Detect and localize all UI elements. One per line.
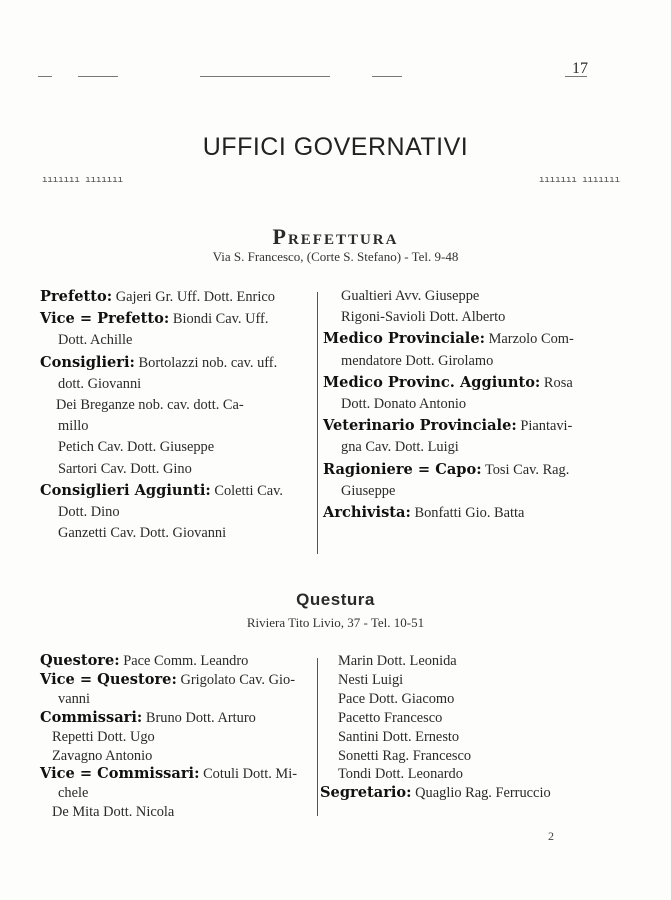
- entry-line: Petich Cav. Dott. Giuseppe: [58, 439, 215, 456]
- section-title-prefettura: Prefettura: [272, 224, 399, 249]
- prefettura-left-column: [40, 286, 310, 544]
- prefettura-right-column: [323, 286, 623, 524]
- section-title-questura: Questura: [296, 590, 375, 609]
- entry-line: Tondi Dott. Leonardo: [338, 766, 463, 783]
- entry-line: Pacetto Francesco: [338, 709, 443, 726]
- entry-line: Pace Dott. Giacomo: [338, 690, 455, 707]
- questura-left-column: [40, 652, 320, 822]
- entry-line: Vice = Commissari: Cotuli Dott. Mi-: [40, 765, 298, 783]
- entry-line: De Mita Dott. Nicola: [52, 804, 175, 821]
- entry-line: Giuseppe: [341, 482, 396, 499]
- entry-line: Gualtieri Avv. Giuseppe: [341, 288, 480, 304]
- entry-line: Vice = Questore: Grigolato Cav. Gio-: [40, 670, 296, 688]
- entry-line: vanni: [58, 690, 90, 707]
- header-rule-fragment: [372, 76, 402, 77]
- entry-line: Consiglieri: Bortolazzi nob. cav. uff.: [40, 353, 278, 371]
- column-divider: [317, 292, 318, 554]
- entry-line: Zavagno Antonio: [52, 747, 153, 764]
- entry-line: Commissari: Bruno Dott. Arturo: [40, 708, 256, 726]
- entry-line: Sonetti Rag. Francesco: [338, 747, 472, 764]
- entry-line: Vice = Prefetto: Biondi Cav. Uff.: [40, 310, 269, 328]
- entry-line: Segretario: Quaglio Rag. Ferruccio: [320, 784, 551, 802]
- entry-line: Veterinario Provinciale: Piantavi-: [323, 417, 573, 435]
- entry-line: millo: [58, 418, 89, 435]
- entry-line: Repetti Dott. Ugo: [52, 728, 155, 745]
- entry-line: Medico Provinciale: Marzolo Com-: [323, 330, 574, 348]
- entry-line: Dott. Dino: [58, 504, 120, 521]
- ornament-right: ııııııı ııııııı: [539, 175, 621, 185]
- column-divider: [317, 658, 318, 816]
- entry-line: Questore: Pace Comm. Leandro: [40, 652, 249, 669]
- entry-line: Marin Dott. Leonida: [338, 653, 457, 669]
- entry-line: chele: [58, 785, 89, 802]
- questura-address: Riviera Tito Livio, 37 - Tel. 10-51: [246, 615, 425, 630]
- entry-line: Ragioniere = Capo: Tosi Cav. Rag.: [323, 460, 570, 478]
- entry-line: Archivista: Bonfatti Gio. Batta: [323, 504, 525, 522]
- entry-line: mendatore Dott. Girolamo: [341, 352, 494, 369]
- entry-line: Ganzetti Cav. Dott. Giovanni: [58, 525, 227, 542]
- entry-line: Santini Dott. Ernesto: [338, 728, 460, 745]
- entry-line: Dei Breganze nob. cav. dott. Ca-: [56, 397, 244, 414]
- ornament-left: ııııııı ııııııı: [42, 175, 124, 185]
- page-title: UFFICI GOVERNATIVI: [202, 133, 469, 161]
- footer-signature-mark: 2: [548, 829, 554, 843]
- entry-line: dott. Giovanni: [58, 375, 142, 392]
- entry-line: Prefetto: Gajeri Gr. Uff. Dott. Enrico: [40, 288, 275, 305]
- entry-line: gna Cav. Dott. Luigi: [341, 439, 459, 456]
- questura-right-column: [320, 652, 620, 803]
- entry-line: Dott. Achille: [58, 332, 133, 349]
- entry-line: Rigoni-Savioli Dott. Alberto: [341, 309, 506, 326]
- page-number: 17: [572, 60, 588, 77]
- entry-line: Consiglieri Aggiunti: Coletti Cav.: [40, 481, 283, 499]
- entry-line: Dott. Donato Antonio: [341, 396, 467, 413]
- prefettura-address: Via S. Francesco, (Corte S. Stefano) - Tel. 9-48: [212, 249, 459, 264]
- header-rule-fragment: [38, 76, 52, 77]
- header-rule-fragment: [200, 76, 330, 77]
- header-rule-fragment: [78, 76, 118, 77]
- entry-line: Sartori Cav. Dott. Gino: [58, 460, 192, 477]
- entry-line: Nesti Luigi: [338, 671, 404, 688]
- entry-line: Medico Provinc. Aggiunto: Rosa: [323, 373, 573, 391]
